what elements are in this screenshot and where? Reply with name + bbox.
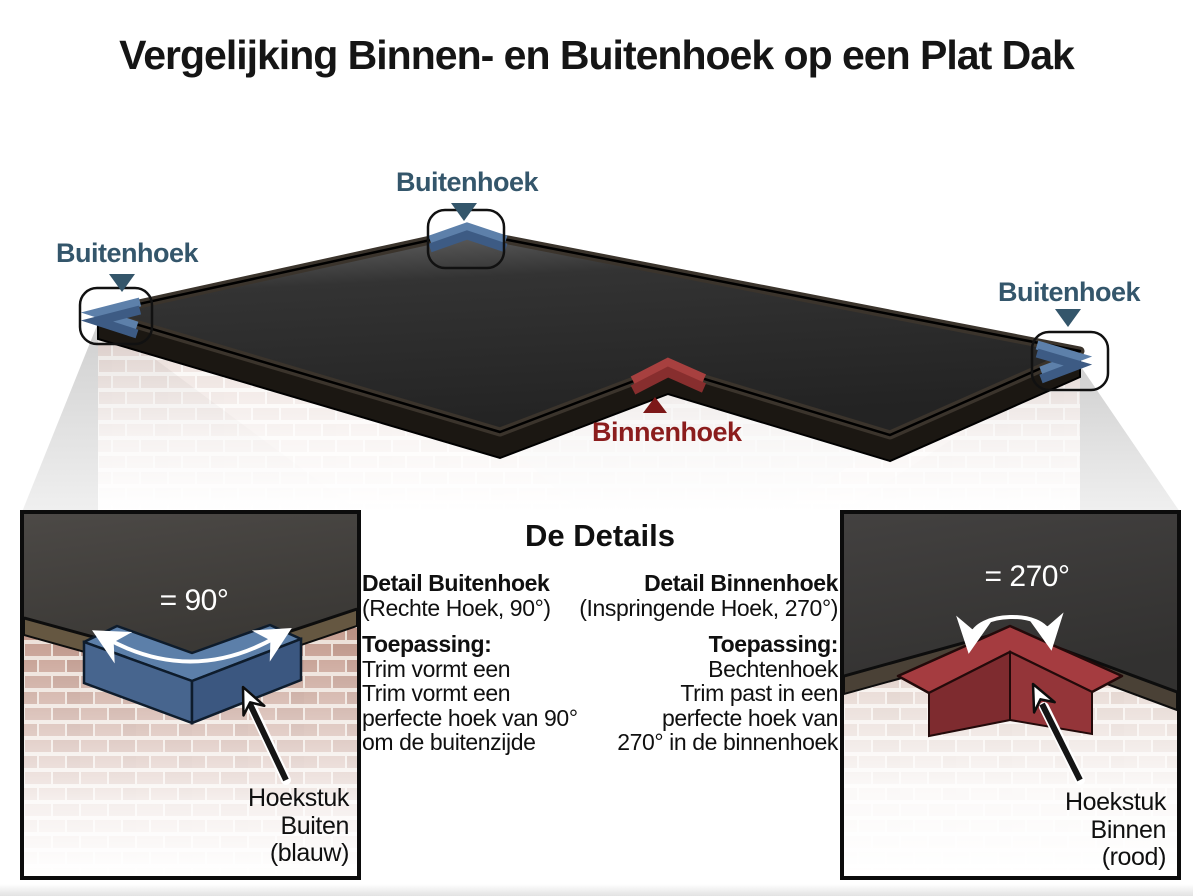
detail-line: perfecte hoek van 90° bbox=[362, 704, 578, 731]
detail-box-buitenhoek bbox=[20, 510, 361, 880]
detail-title: Detail Binnenhoek bbox=[644, 570, 838, 596]
caption-line: (blauw) bbox=[269, 839, 349, 867]
label-binnenhoek: Binnenhoek bbox=[592, 417, 742, 447]
caption-hoekstuk-binnen bbox=[1065, 789, 1166, 872]
caption-line: Binnen bbox=[1090, 815, 1166, 844]
caption-line: Hoekstuk bbox=[247, 784, 349, 812]
detail-line: Trim vormt een bbox=[362, 655, 511, 682]
detail-title: Detail Buitenhoek bbox=[362, 570, 550, 596]
details-heading: De Details bbox=[525, 518, 675, 553]
page-title: Vergelijking Binnen- en Buitenhoek op een Plat Dak bbox=[119, 32, 1074, 78]
application-label: Toepassing: bbox=[362, 631, 492, 657]
details-panel bbox=[362, 512, 838, 755]
angle-value-270: = 270° bbox=[984, 560, 1070, 593]
roof-illustration bbox=[0, 118, 1193, 512]
detail-line: perfecte hoek van bbox=[661, 704, 838, 731]
detail-line: 270° in de binnenhoek bbox=[617, 729, 838, 755]
detail-box-binnenhoek bbox=[840, 510, 1181, 880]
angle-value-90: = 90° bbox=[159, 584, 229, 617]
details-column-buitenhoek bbox=[362, 571, 578, 755]
caption-line: Buiten bbox=[280, 811, 349, 840]
caption-hoekstuk-buiten bbox=[248, 785, 349, 868]
arrow-down-icon bbox=[109, 274, 135, 292]
details-column-binnenhoek bbox=[579, 571, 838, 755]
detail-line: Bechtenhoek bbox=[708, 655, 838, 682]
detail-line: Trim past in een bbox=[680, 680, 838, 706]
caption-line: Hoekstuk bbox=[1064, 788, 1166, 816]
caption-line: (rood) bbox=[1101, 843, 1166, 871]
bottom-shadow bbox=[0, 884, 1193, 896]
arrow-down-icon bbox=[1055, 309, 1081, 327]
detail-subtitle: (Inspringende Hoek, 270°) bbox=[579, 594, 838, 621]
application-label: Toepassing: bbox=[708, 631, 838, 657]
label-buitenhoek-left: Buitenhoek bbox=[56, 238, 199, 268]
arrow-up-icon bbox=[643, 397, 667, 413]
detail-subtitle: (Rechte Hoek, 90°) bbox=[362, 594, 551, 621]
detail-line: om de buitenzijde bbox=[362, 729, 536, 755]
detail-line: Trim vormt een bbox=[362, 680, 511, 706]
label-buitenhoek-right: Buitenhoek bbox=[998, 277, 1141, 307]
arrow-down-icon bbox=[451, 203, 477, 221]
label-buitenhoek-back: Buitenhoek bbox=[396, 167, 539, 197]
